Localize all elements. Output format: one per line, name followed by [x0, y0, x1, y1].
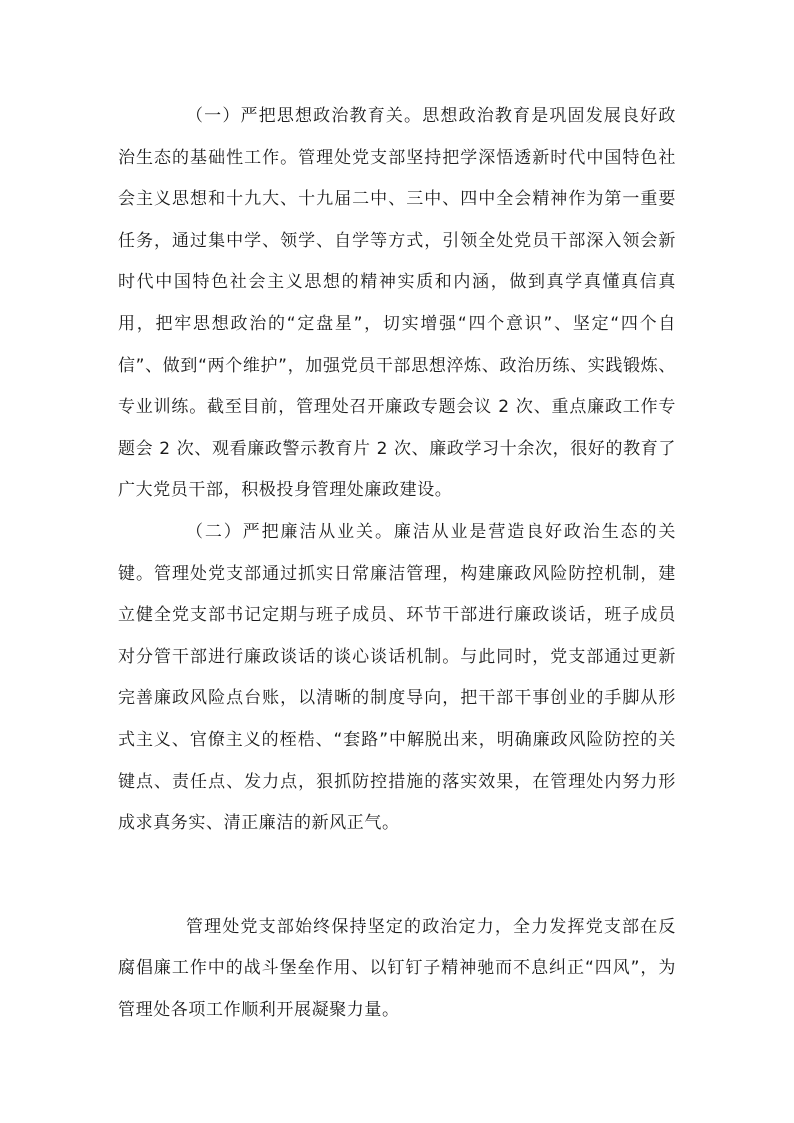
paragraph-political-education: （一）严把思想政治教育关。思想政治教育是巩固发展良好政治生态的基础性工作。管理处党支部坚持把学深悟透新时代中国特色社会主义思想和十九大、十九届二中、三中、四中全会精神作为第一重要任务，通过集中学、领学、自学等方式，引领全处党员干部深入领会新时代中国特色社会主义思想的精神实质和内涵，做到真学真懂真信真用，把牢思想政治的“定盘星”，切实增强“四个意识”、坚定“四个自信”、做到“两个维护”，加强党员干部思想淬炼、政治历练、实践锻炼、专业训练。截至目前，管理处召开廉政专题会议 2 次、重点廉政工作专题会 2 次、观看廉政警示教育片 2 次、廉政学习十余次，很好的教育了广大党员干部，积极投身管理处廉政建设。 [118, 106, 676, 501]
document-page [118, 96, 676, 1031]
paragraph-integrity-practice: （二）严把廉洁从业关。廉洁从业是营造良好政治生态的关键。管理处党支部通过抓实日常廉洁管理，构建廉政风险防控机制，建立健全党支部书记定期与班子成员、环节干部进行廉政谈话，班子成员对分管干部进行廉政谈话的谈心谈话机制。与此同时，党支部通过更新完善廉政风险点台账，以清晰的制度导向，把干部干事创业的手脚从形式主义、官僚主义的桎梏、“套路”中解脱出来，明确廉政风险防控的关键点、责任点、发力点，狠抓防控措施的落实效果，在管理处内努力形成求真务实、清正廉洁的新风正气。 [118, 521, 676, 834]
paragraph-conclusion: 管理处党支部始终保持坚定的政治定力，全力发挥党支部在反腐倡廉工作中的战斗堡垒作用、以钉钉子精神驰而不息纠正“四风”，为管理处各项工作顺利开展凝聚力量。 [118, 916, 676, 1020]
